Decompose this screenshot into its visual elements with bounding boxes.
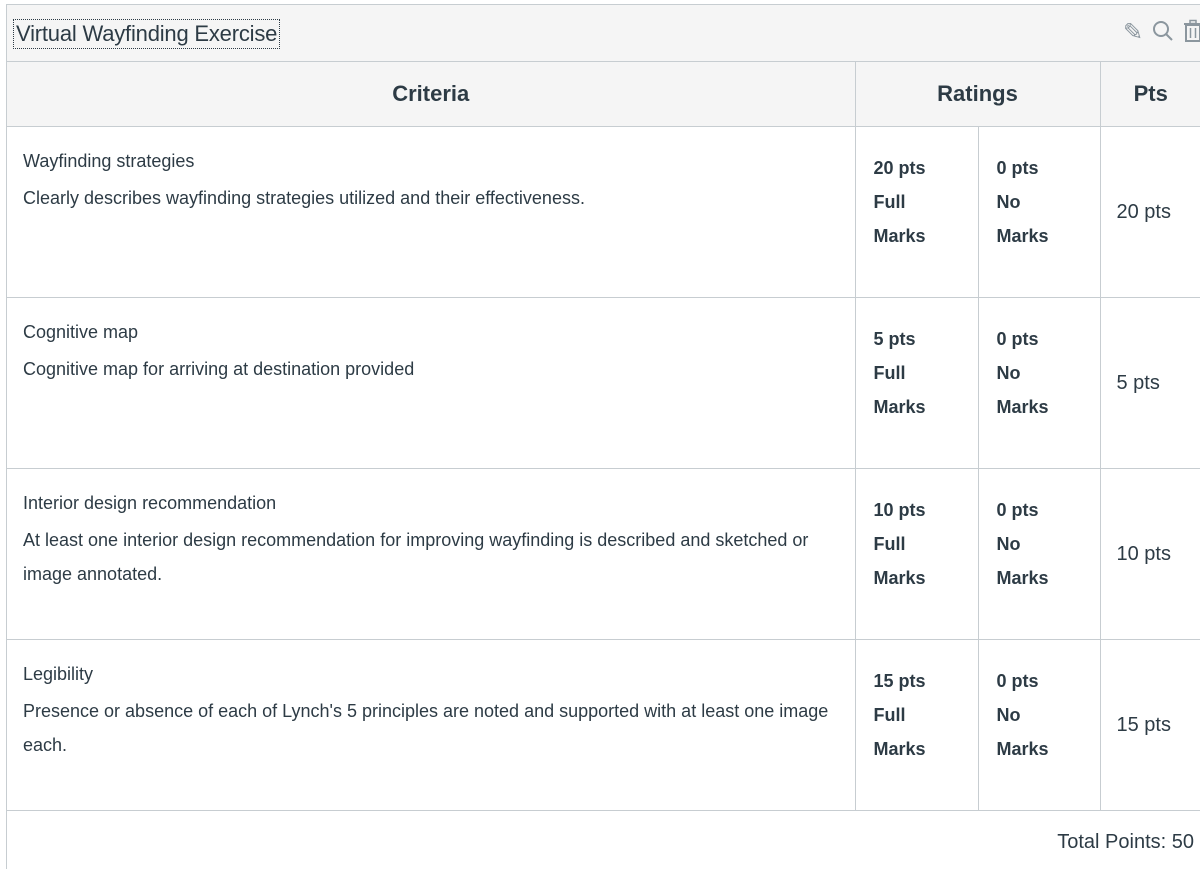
rating-label-line2: Marks	[996, 568, 1049, 588]
rating-label-line1: No	[996, 192, 1021, 212]
rubric-title[interactable]: Virtual Wayfinding Exercise	[13, 19, 280, 49]
total-row	[7, 811, 1200, 869]
criteria-header: Criteria	[7, 62, 855, 127]
criterion-description: Cognitive map for arriving at destination provided	[23, 359, 415, 379]
rating-label-line1: Full	[873, 534, 906, 554]
rubric-header	[7, 4, 1200, 62]
search-icon-graphic	[1152, 19, 1174, 43]
criterion-pts: 20 pts	[1100, 127, 1200, 298]
criterion-title: Legibility	[23, 664, 94, 684]
rating-cell	[978, 127, 1100, 298]
criterion-description: At least one interior design recommendation for improving wayfinding is described and sketched or image annotated.	[23, 530, 809, 584]
rating-label-line2: Marks	[873, 739, 926, 759]
rating-points: 0 pts	[996, 329, 1039, 349]
table-row	[7, 127, 1200, 298]
trash-icon[interactable]	[1180, 19, 1200, 50]
criterion-cell	[7, 640, 855, 811]
pencil-icon[interactable]: ✎	[1122, 19, 1144, 46]
rating-label-line2: Marks	[996, 397, 1049, 417]
rating-label-line2: Marks	[873, 568, 926, 588]
rating-cell	[855, 469, 978, 640]
criterion-cell	[7, 127, 855, 298]
rating-label-line1: Full	[873, 705, 906, 725]
rating-cell	[855, 127, 978, 298]
rating-cell	[978, 469, 1100, 640]
criterion-pts: 5 pts	[1100, 298, 1200, 469]
table-row	[7, 640, 1200, 811]
criterion-pts: 15 pts	[1100, 640, 1200, 811]
rating-cell	[978, 640, 1100, 811]
criterion-pts: 10 pts	[1100, 469, 1200, 640]
rubric-actions	[1120, 19, 1200, 50]
rating-points: 0 pts	[996, 158, 1039, 178]
criterion-description: Clearly describes wayfinding strategies utilized and their effectiveness.	[23, 188, 585, 208]
search-icon[interactable]	[1150, 19, 1176, 50]
rating-label-line2: Marks	[873, 397, 926, 417]
trash-icon-graphic	[1182, 19, 1200, 43]
rating-points: 15 pts	[873, 671, 926, 691]
rating-points: 5 pts	[873, 329, 916, 349]
ratings-header: Ratings	[855, 62, 1100, 127]
criterion-description: Presence or absence of each of Lynch's 5 principles are noted and supported with at least one image each.	[23, 701, 829, 755]
rating-points: 10 pts	[873, 500, 926, 520]
rating-label-line1: Full	[873, 192, 906, 212]
criterion-title: Interior design recommendation	[23, 493, 277, 513]
rubric	[6, 4, 1200, 869]
rating-points: 20 pts	[873, 158, 926, 178]
criterion-cell	[7, 469, 855, 640]
rating-label-line2: Marks	[996, 226, 1049, 246]
criterion-title: Wayfinding strategies	[23, 151, 195, 171]
table-header-row	[7, 62, 1200, 127]
rating-label-line2: Marks	[873, 226, 926, 246]
pts-header: Pts	[1100, 62, 1200, 127]
rating-cell	[855, 298, 978, 469]
rating-cell	[978, 298, 1100, 469]
total-points: Total Points: 50	[1057, 831, 1194, 853]
rating-label-line1: Full	[873, 363, 906, 383]
criterion-cell	[7, 298, 855, 469]
rating-points: 0 pts	[996, 500, 1039, 520]
rating-label-line1: No	[996, 363, 1021, 383]
rating-label-line2: Marks	[996, 739, 1049, 759]
rubric-table	[7, 62, 1200, 811]
table-row	[7, 298, 1200, 469]
rating-label-line1: No	[996, 534, 1021, 554]
criterion-title: Cognitive map	[23, 322, 139, 342]
rating-points: 0 pts	[996, 671, 1039, 691]
rating-cell	[855, 640, 978, 811]
table-row	[7, 469, 1200, 640]
rating-label-line1: No	[996, 705, 1021, 725]
